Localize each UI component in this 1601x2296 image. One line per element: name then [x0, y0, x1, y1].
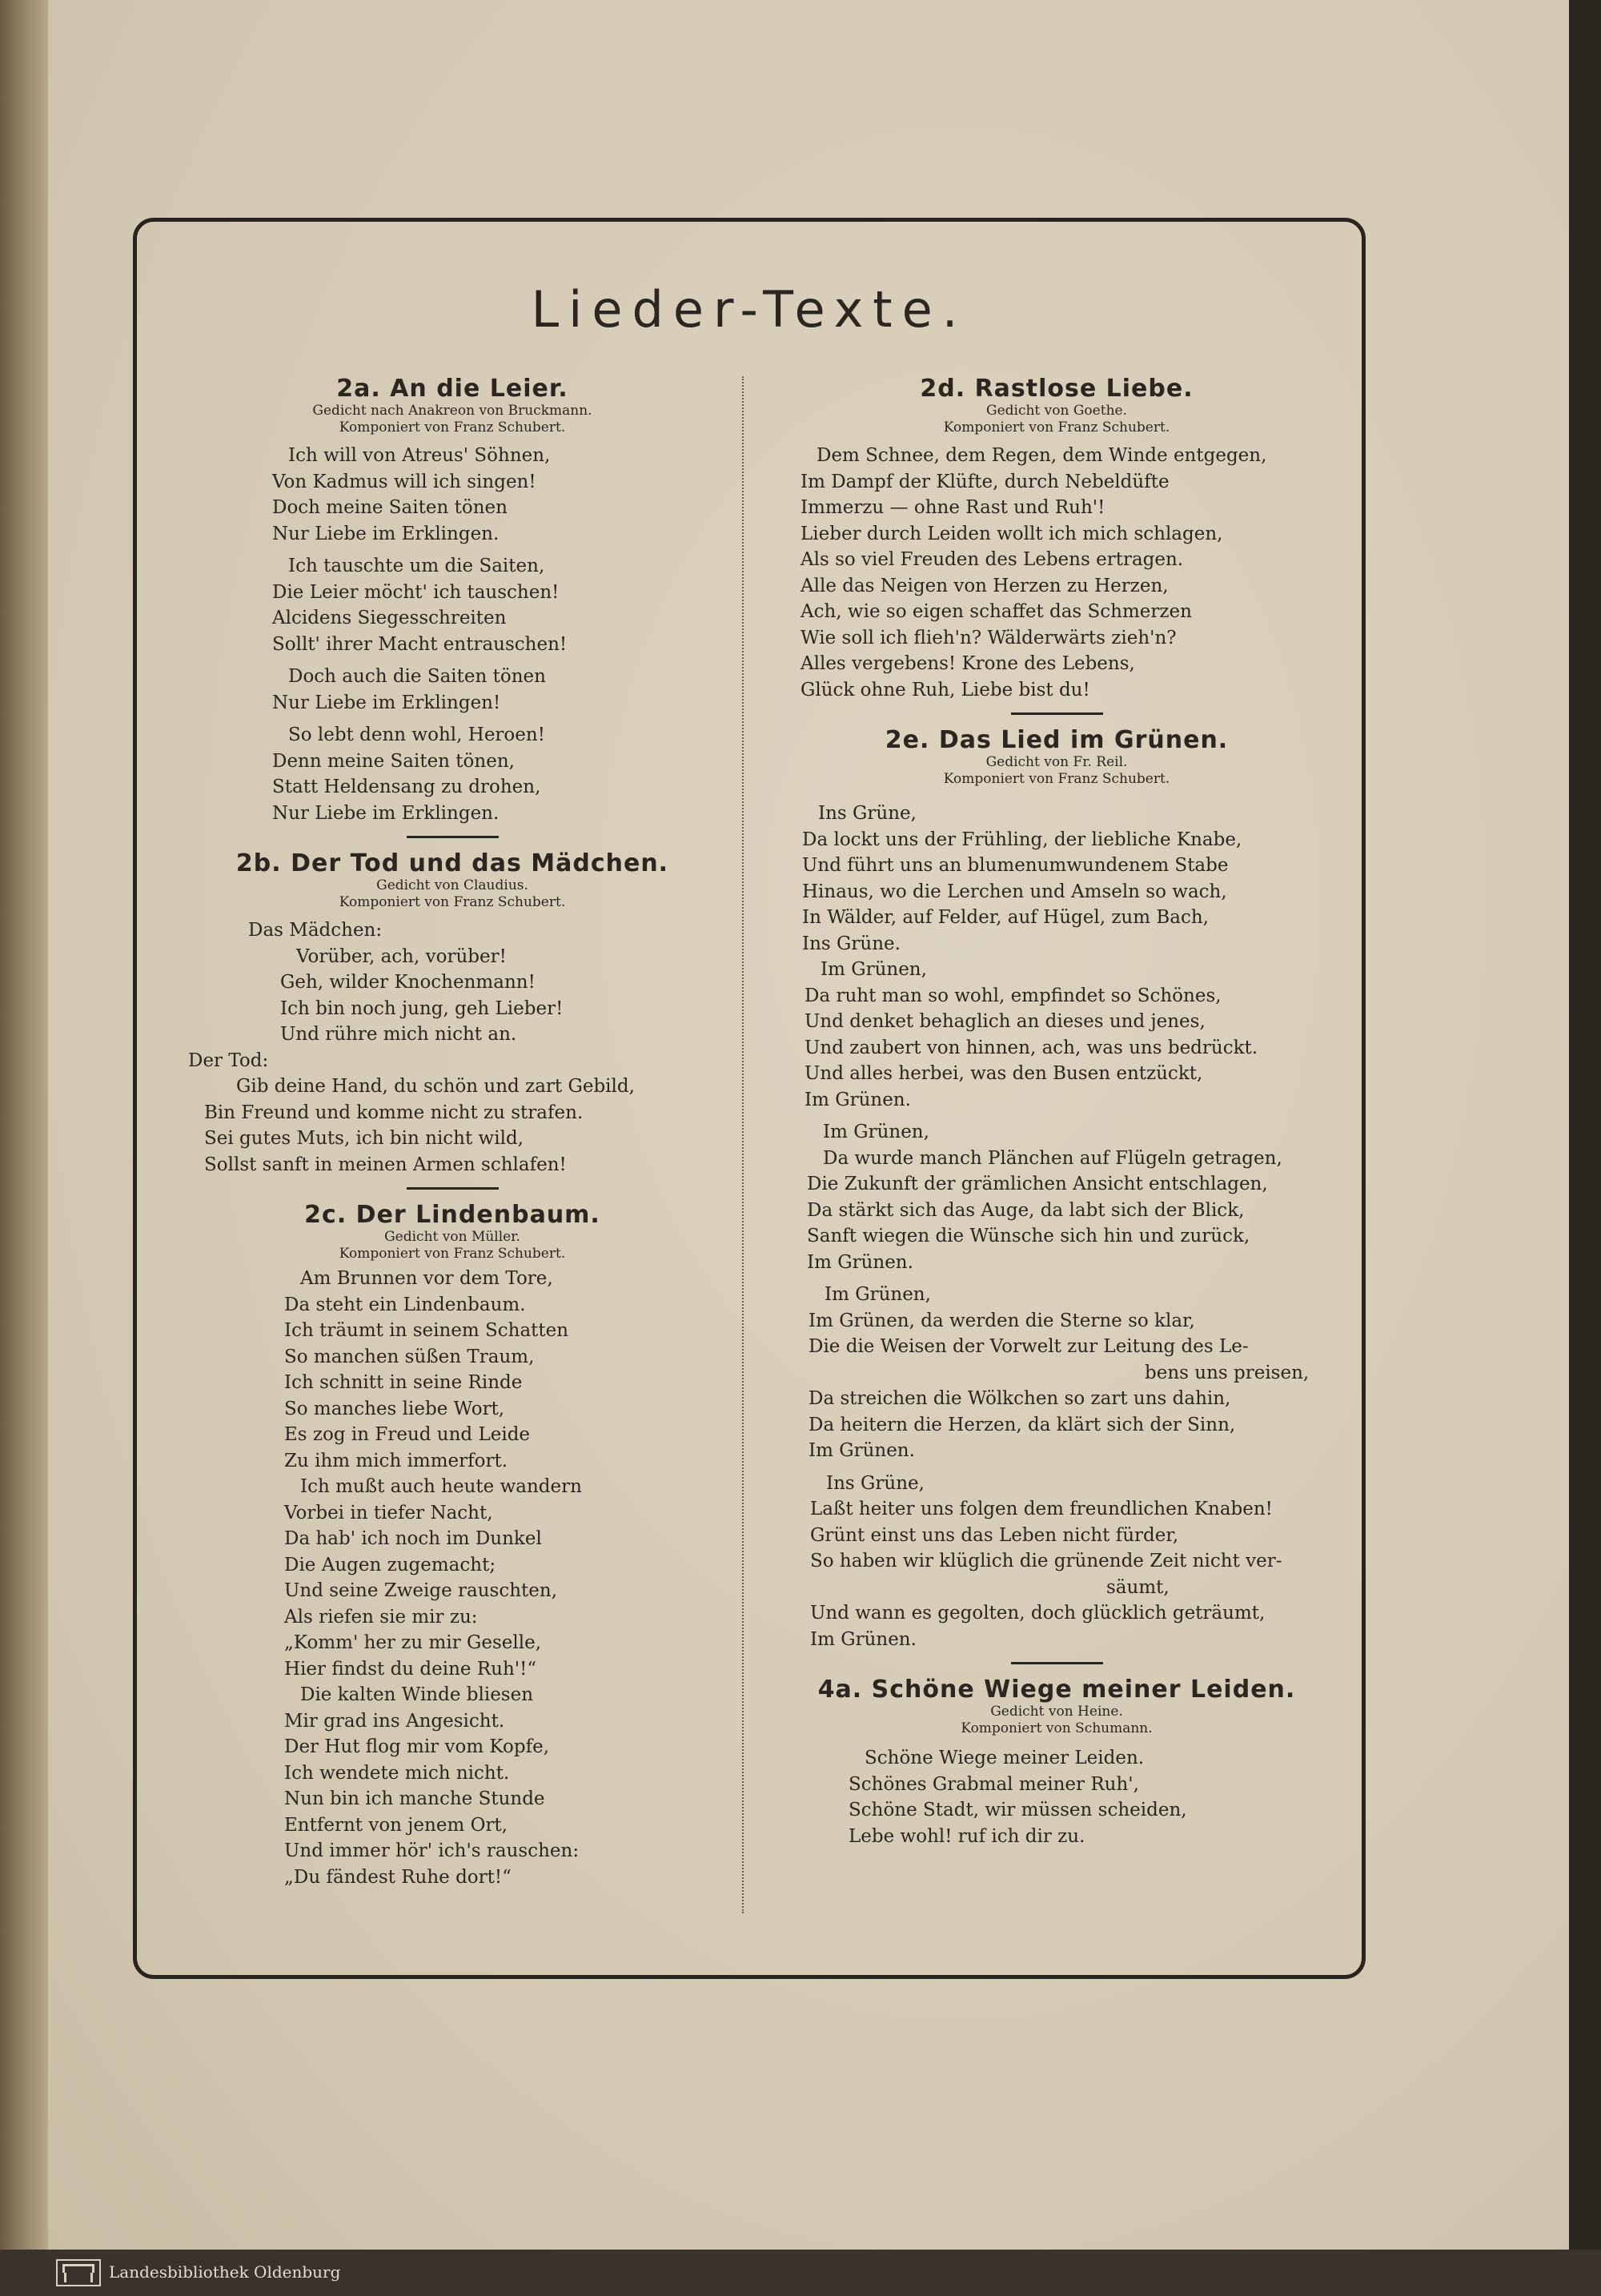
- verse-line: Schönes Grabmal meiner Ruh',: [849, 1773, 1139, 1795]
- verse-line: Immerzu — ohne Rast und Ruh'!: [800, 497, 1105, 518]
- verse-line: Hier findst du deine Ruh'!“: [284, 1658, 537, 1680]
- song-composer: Komponiert von Schumann.: [961, 1720, 1153, 1736]
- verse-line: Und zaubert von hinnen, ach, was uns bedrückt.: [805, 1037, 1258, 1058]
- verse-line: Ach, wie so eigen schaffet das Schmerzen: [800, 601, 1192, 622]
- stanza: [180, 443, 724, 547]
- verse-line: Sollst sanft in meinen Armen schlafen!: [204, 1154, 567, 1175]
- verse-line: Im Grünen,: [821, 959, 927, 980]
- song-schoene-wiege-meiner-leiden: [780, 1676, 1333, 1849]
- verse-line: Lebe wohl! ruf ich dir zu.: [849, 1825, 1085, 1847]
- verse-line: So manchen süßen Traum,: [284, 1346, 535, 1367]
- stanza: [780, 1745, 1333, 1849]
- stanza: [780, 957, 1333, 1113]
- verse-line: Ich wendete mich nicht.: [284, 1762, 510, 1784]
- verse-line: Gib deine Hand, du schön und zart Gebild,: [236, 1076, 635, 1097]
- verse-line: Und rühre mich nicht an.: [280, 1024, 517, 1045]
- verse-line: Doch auch die Saiten tönen: [288, 666, 546, 687]
- song-der-lindenbaum: [180, 1201, 724, 1890]
- verse-line: Als so viel Freuden des Lebens ertragen.: [800, 549, 1184, 570]
- verse-line: Sollt' ihrer Macht entrauschen!: [272, 633, 568, 655]
- verse-line: Dem Schnee, dem Regen, dem Winde entgegen,: [817, 445, 1267, 466]
- verse-line: „Du fändest Ruhe dort!“: [284, 1866, 512, 1888]
- verse-line: Glück ohne Ruh, Liebe bist du!: [800, 679, 1090, 700]
- verse-line: Und denket behaglich an dieses und jenes,: [805, 1011, 1206, 1032]
- verse-line: Wie soll ich flieh'n? Wälderwärts zieh'n?: [800, 627, 1177, 648]
- verse-line: Und alles herbei, was den Busen entzückt,: [805, 1063, 1203, 1084]
- left-column: [180, 375, 724, 1890]
- verse-line: Da stärkt sich das Auge, da labt sich der Blick,: [807, 1199, 1245, 1221]
- verse-line: Da lockt uns der Frühling, der liebliche Knabe,: [802, 829, 1242, 850]
- stanza: [180, 664, 724, 716]
- verse-line: Ich will von Atreus' Söhnen,: [288, 445, 551, 466]
- verse-line: Im Grünen.: [807, 1251, 913, 1273]
- verse-line: Im Grünen.: [805, 1089, 911, 1110]
- verse-line: Grünt einst uns das Leben nicht fürder,: [810, 1524, 1179, 1546]
- section-rule: [407, 1187, 499, 1190]
- verse-line: Die Leier möcht' ich tauschen!: [272, 581, 560, 603]
- verse-line: Nur Liebe im Erklingen.: [272, 523, 500, 544]
- verse-line: Alle das Neigen von Herzen zu Herzen,: [800, 575, 1169, 596]
- stanza: [180, 1048, 724, 1178]
- verse-line: In Wälder, auf Felder, auf Hügel, zum Bach,: [802, 907, 1209, 928]
- song-composer: Komponiert von Franz Schubert.: [943, 771, 1170, 787]
- library-building-icon: [56, 2259, 101, 2286]
- verse-line: bens uns preisen,: [1145, 1362, 1310, 1383]
- verse-line: Ins Grüne,: [818, 803, 917, 824]
- stanza: [180, 722, 724, 826]
- verse-line: Und führt uns an blumenumwundenem Stabe: [802, 855, 1229, 876]
- song-heading: 2c. Der Lindenbaum.: [304, 1201, 600, 1229]
- section-rule: [407, 836, 499, 838]
- stanza: [780, 443, 1333, 703]
- song-composer: Komponiert von Franz Schubert.: [339, 419, 566, 436]
- song-author: Gedicht von Goethe.: [986, 403, 1127, 419]
- verse-line: Ich schnitt in seine Rinde: [284, 1372, 523, 1393]
- verse-line: Die kalten Winde bliesen: [300, 1684, 534, 1705]
- book-spine: [0, 0, 48, 2250]
- verse-line: Da ruht man so wohl, empfindet so Schönes,: [805, 985, 1222, 1006]
- verse-line: Sei gutes Muts, ich bin nicht wild,: [204, 1128, 524, 1149]
- song-heading: 4a. Schöne Wiege meiner Leiden.: [817, 1676, 1296, 1704]
- stanza: [180, 1266, 724, 1890]
- song-author: Gedicht von Fr. Reil.: [985, 754, 1128, 770]
- verse-line: Vorüber, ach, vorüber!: [296, 945, 507, 967]
- verse-line: Schöne Wiege meiner Leiden.: [865, 1748, 1145, 1768]
- verse-line: Die Augen zugemacht;: [284, 1554, 496, 1575]
- verse-line: Von Kadmus will ich singen!: [272, 471, 536, 492]
- verse-line: Alles vergebens! Krone des Lebens,: [800, 653, 1135, 674]
- verse-line: Bin Freund und komme nicht zu strafen.: [204, 1102, 584, 1123]
- verse-line: Schöne Stadt, wir müssen scheiden,: [849, 1800, 1187, 1820]
- verse-line: Doch meine Saiten tönen: [272, 497, 508, 518]
- verse-line: Nur Liebe im Erklingen.: [272, 802, 500, 824]
- verse-line: So haben wir klüglich die grünende Zeit nicht ver-: [810, 1551, 1282, 1571]
- right-column: [780, 375, 1333, 1849]
- song-composer: Komponiert von Franz Schubert.: [943, 419, 1170, 436]
- speaker-label: Der Tod:: [188, 1050, 269, 1071]
- verse-line: Laßt heiter uns folgen dem freundlichen Knaben!: [810, 1499, 1273, 1519]
- verse-line: Nun bin ich manche Stunde: [284, 1788, 545, 1809]
- verse-line: Und wann es gegolten, doch glücklich geträumt,: [810, 1603, 1266, 1624]
- verse-line: Der Hut flog mir vom Kopfe,: [284, 1736, 550, 1757]
- verse-line: Im Dampf der Klüfte, durch Nebeldüfte: [800, 471, 1170, 492]
- verse-line: Vorbei in tiefer Nacht,: [284, 1502, 493, 1523]
- song-composer: Komponiert von Franz Schubert.: [339, 1246, 566, 1262]
- verse-line: Zu ihm mich immerfort.: [284, 1450, 508, 1471]
- verse-line: Als riefen sie mir zu:: [284, 1606, 478, 1628]
- verse-line: Im Grünen, da werden die Sterne so klar,: [809, 1310, 1195, 1331]
- song-author: Gedicht von Heine.: [990, 1704, 1123, 1720]
- verse-line: Am Brunnen vor dem Tore,: [300, 1268, 553, 1289]
- verse-line: Hinaus, wo die Lerchen und Amseln so wach,: [802, 881, 1227, 902]
- stanza: [180, 917, 724, 1048]
- song-author: Gedicht von Müller.: [384, 1229, 520, 1245]
- verse-line: Lieber durch Leiden wollt ich mich schlagen,: [800, 523, 1223, 544]
- verse-line: Es zog in Freud und Leide: [284, 1424, 531, 1445]
- verse-line: Sanft wiegen die Wünsche sich hin und zurück,: [807, 1226, 1250, 1246]
- verse-line: Im Grünen.: [809, 1440, 915, 1461]
- verse-line: Und seine Zweige rauschten,: [284, 1580, 558, 1601]
- song-heading: 2e. Das Lied im Grünen.: [885, 726, 1229, 754]
- verse-line: So manches liebe Wort,: [284, 1398, 505, 1419]
- verse-line: „Komm' her zu mir Geselle,: [284, 1632, 542, 1653]
- verse-line: Ich tauschte um die Saiten,: [288, 556, 545, 576]
- song-heading: 2a. An die Leier.: [336, 375, 568, 403]
- song-an-die-leier: [180, 375, 724, 826]
- verse-line: Die Zukunft der grämlichen Ansicht entschlagen,: [807, 1174, 1268, 1194]
- stanza: [780, 1471, 1333, 1653]
- verse-line: Alcidens Siegesschreiten: [272, 608, 507, 628]
- stanza: [780, 1282, 1333, 1464]
- song-author: Gedicht nach Anakreon von Bruckmann.: [312, 403, 592, 419]
- verse-line: Da hab' ich noch im Dunkel: [284, 1528, 542, 1549]
- page-title: Lieder-Texte.: [531, 280, 968, 339]
- verse-line: Da wurde manch Plänchen auf Flügeln getragen,: [823, 1147, 1282, 1169]
- speaker-label: Das Mädchen:: [248, 920, 383, 941]
- song-der-tod-und-das-maedchen: [180, 849, 724, 1178]
- verse-line: Im Grünen,: [823, 1122, 929, 1142]
- verse-line: Mir grad ins Angesicht.: [284, 1710, 505, 1732]
- verse-line: Da streichen die Wölkchen so zart uns dahin,: [809, 1388, 1231, 1409]
- verse-line: Da steht ein Lindenbaum.: [284, 1294, 526, 1315]
- stanza: [780, 1119, 1333, 1275]
- verse-line: Statt Heldensang zu drohen,: [272, 777, 541, 797]
- verse-line: Im Grünen.: [810, 1628, 917, 1650]
- song-das-lied-im-gruenen: [780, 726, 1333, 1652]
- section-rule: [1011, 1662, 1103, 1664]
- song-heading: 2d. Rastlose Liebe.: [920, 375, 1194, 403]
- verse-line: Nur Liebe im Erklingen!: [272, 692, 501, 713]
- column-divider: [742, 376, 744, 1913]
- verse-line: So lebt denn wohl, Heroen!: [288, 725, 545, 745]
- section-rule: [1011, 712, 1103, 715]
- verse-line: Im Grünen,: [825, 1284, 931, 1305]
- song-rastlose-liebe: [780, 375, 1333, 703]
- verse-line: Ins Grüne.: [802, 933, 901, 954]
- song-author: Gedicht von Claudius.: [376, 877, 528, 893]
- verse-line: Ich bin noch jung, geh Lieber!: [280, 997, 564, 1019]
- verse-line: säumt,: [1106, 1576, 1170, 1598]
- verse-line: Ich mußt auch heute wandern: [300, 1476, 582, 1497]
- song-heading: 2b. Der Tod und das Mädchen.: [235, 849, 669, 877]
- verse-line: Geh, wilder Knochenmann!: [280, 972, 536, 993]
- song-composer: Komponiert von Franz Schubert.: [339, 894, 566, 910]
- stanza: [780, 801, 1333, 957]
- library-name: Landesbibliothek Oldenburg: [109, 2262, 341, 2282]
- verse-line: Ich träumt in seinem Schatten: [284, 1320, 569, 1341]
- stanza: [180, 553, 724, 657]
- verse-line: Entfernt von jenem Ort,: [284, 1814, 508, 1836]
- verse-line: Denn meine Saiten tönen,: [272, 750, 515, 772]
- verse-line: Da heitern die Herzen, da klärt sich der Sinn,: [809, 1414, 1236, 1435]
- verse-line: Ins Grüne,: [826, 1472, 925, 1494]
- verse-line: Und immer hör' ich's rauschen:: [284, 1840, 580, 1861]
- verse-line: Die die Weisen der Vorwelt zur Leitung des Le-: [809, 1336, 1249, 1357]
